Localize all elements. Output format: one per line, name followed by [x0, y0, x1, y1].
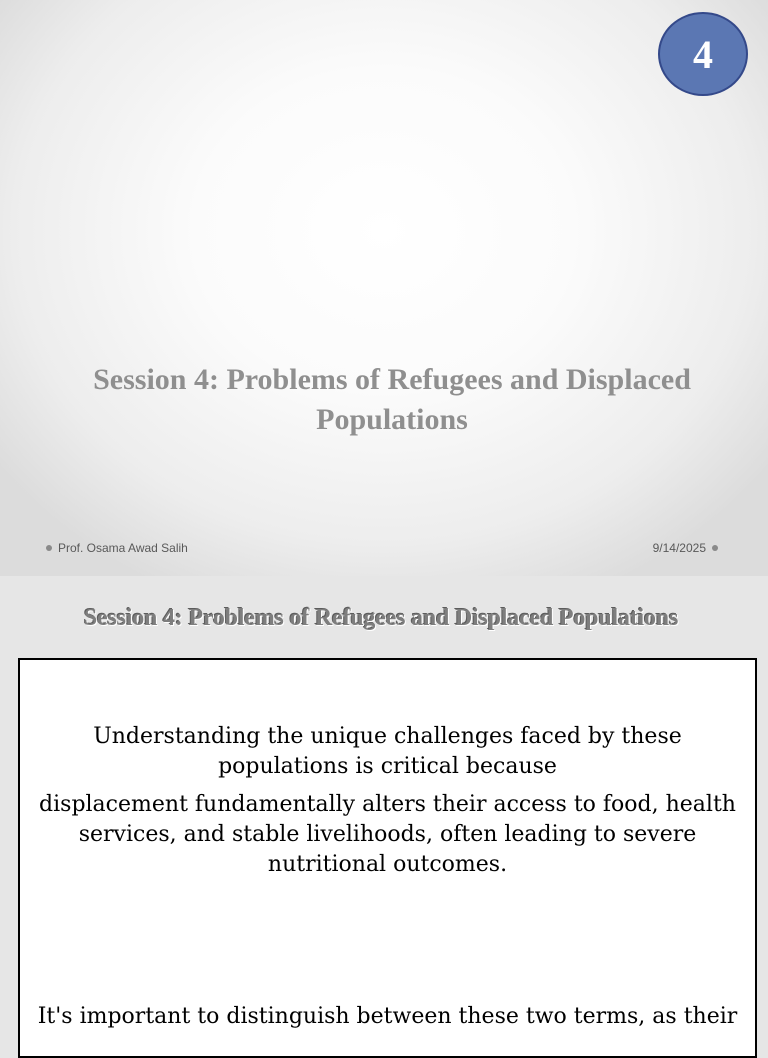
date-text: 9/14/2025 — [652, 541, 706, 555]
text-box — [18, 658, 757, 1058]
bullet-dot-icon — [712, 545, 718, 551]
footer-author — [46, 541, 188, 555]
author-name: Prof. Osama Awad Salih — [58, 541, 188, 555]
slide-number-badge: 4 — [658, 12, 748, 96]
content-slide-title: Session 4: Problems of Refugees and Displaced Populations — [83, 605, 679, 631]
content-slide — [0, 576, 768, 1029]
bullet-dot-icon — [46, 545, 52, 551]
paragraph-intro: Understanding the unique challenges faced by these populations is critical because — [93, 724, 682, 779]
footer-date — [653, 541, 718, 555]
paragraph-displacement: displacement fundamentally alters their access to food, health services, and stable livelihoods, often leading to severe nutritional outcomes. — [39, 792, 736, 877]
slide-title: Session 4: Problems of Refugees and Displaced Populations — [93, 363, 691, 436]
paragraph-distinction: It's important to distinguish between these two terms, as their — [37, 1004, 738, 1029]
